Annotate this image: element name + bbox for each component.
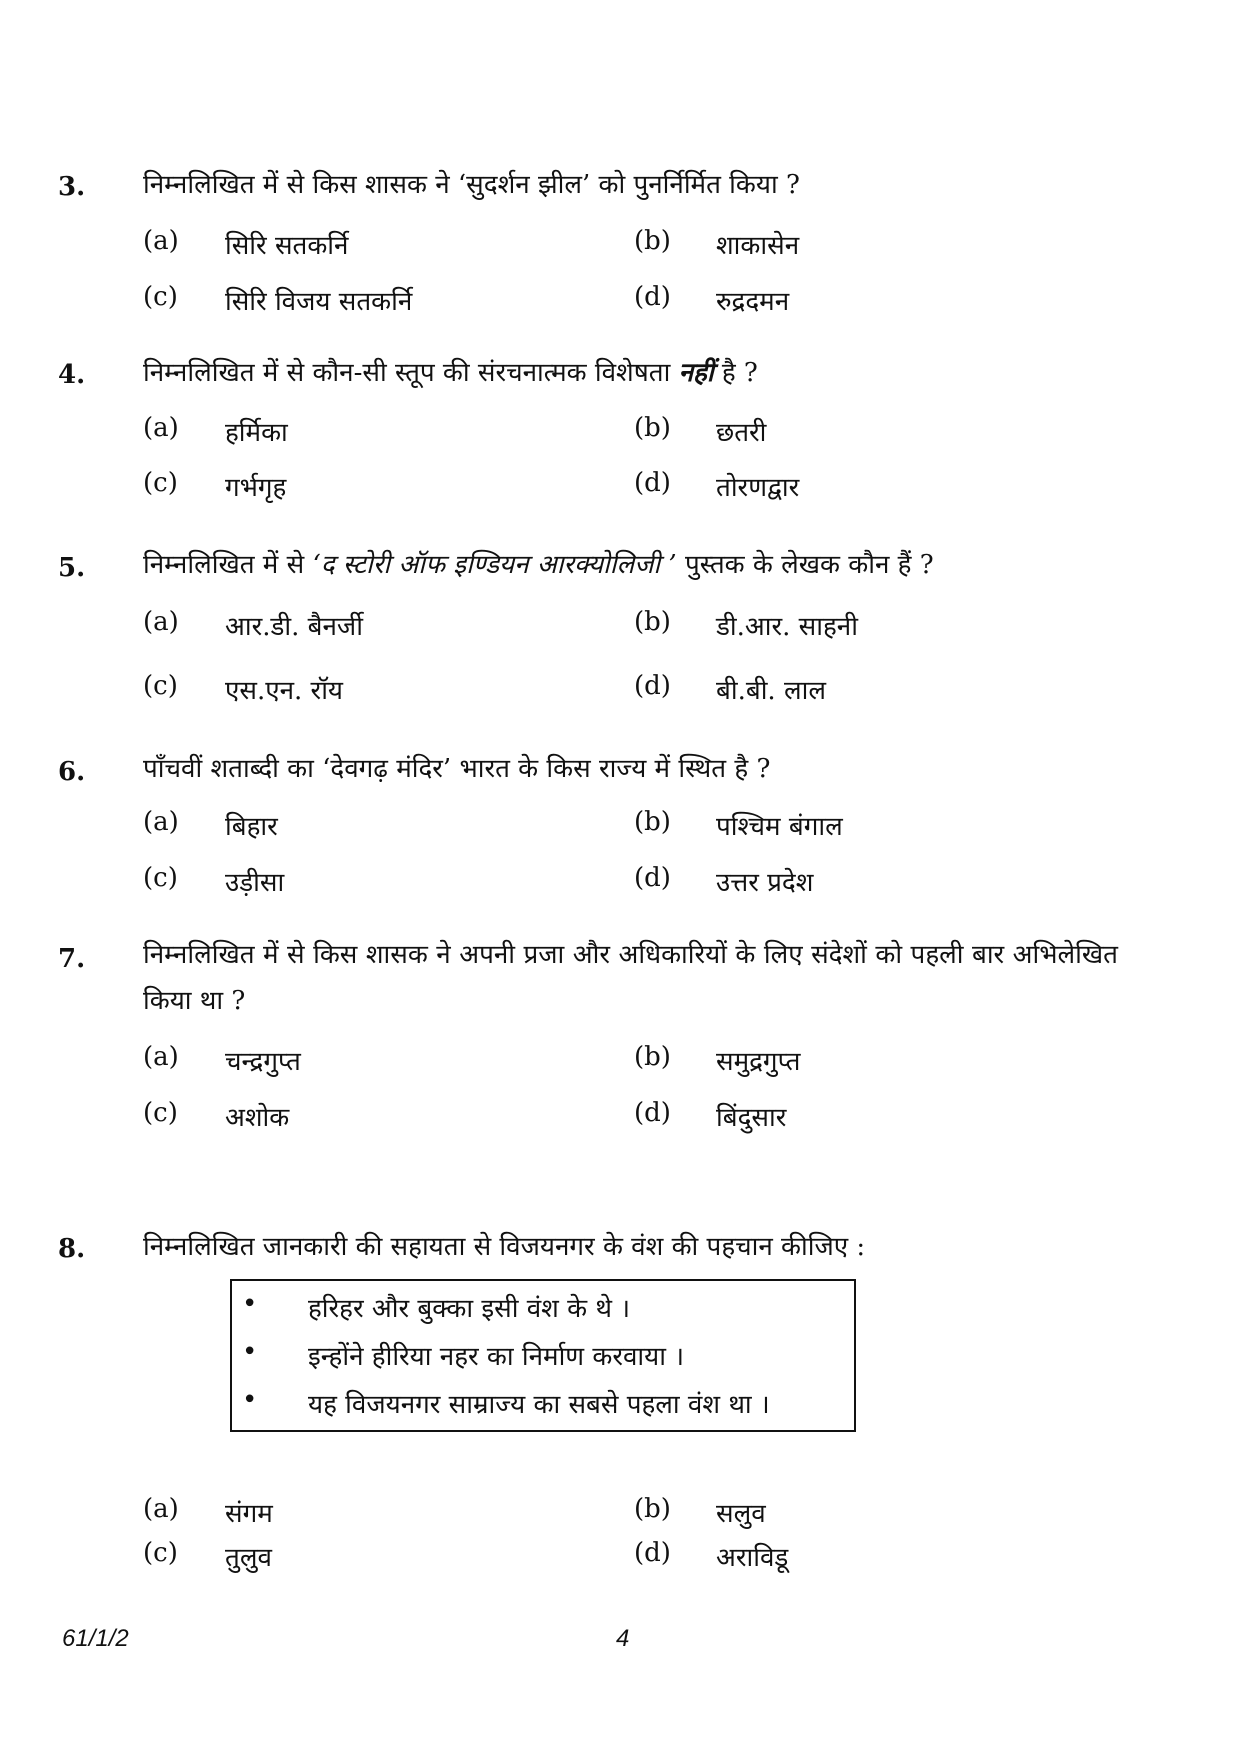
option-text: तुलुव bbox=[225, 1543, 272, 1573]
clue-text: हरिहर और बुक्का इसी वंश के थे । bbox=[308, 1294, 631, 1324]
question-text bbox=[143, 542, 1128, 588]
option-label: (d) bbox=[634, 1538, 671, 1568]
option-label: (b) bbox=[634, 1494, 671, 1524]
option-label: (c) bbox=[143, 282, 178, 312]
option-text: बिहार bbox=[225, 812, 278, 842]
clue-box bbox=[230, 1279, 856, 1432]
question-text-after: है ? bbox=[721, 358, 758, 388]
option-text: चन्द्रगुप्त bbox=[225, 1047, 301, 1077]
clue-text: यह विजयनगर साम्राज्य का सबसे पहला वंश था । bbox=[308, 1390, 770, 1420]
option-label: (a) bbox=[143, 1494, 179, 1524]
question-text-before: निम्नलिखित में से bbox=[143, 550, 305, 580]
option-text: एस.एन. रॉय bbox=[225, 676, 344, 706]
question-number: 3. bbox=[58, 172, 86, 202]
option-text: रुद्रदमन bbox=[716, 287, 790, 317]
clue-text: इन्होंने हीरिया नहर का निर्माण करवाया । bbox=[308, 1342, 685, 1372]
option-label: (d) bbox=[634, 282, 671, 312]
option-text: डी.आर. साहनी bbox=[716, 612, 858, 642]
option-label: (b) bbox=[634, 607, 671, 637]
option-text: उड़ीसा bbox=[225, 868, 285, 898]
option-label: (a) bbox=[143, 607, 179, 637]
option-text: सिरि विजय सतकर्नि bbox=[225, 287, 413, 317]
option-text: आर.डी. बैनर्जी bbox=[225, 612, 363, 642]
question-text: निम्नलिखित जानकारी की सहायता से विजयनगर के वंश की पहचान कीजिए : bbox=[143, 1232, 866, 1262]
bullet-icon: • bbox=[242, 1289, 258, 1319]
option-label: (c) bbox=[143, 468, 178, 498]
clue-item bbox=[232, 1385, 852, 1431]
option-text: संगम bbox=[225, 1499, 273, 1529]
book-title: ‘द स्टोरी ऑफ इण्डियन आरक्योलिजी ’ bbox=[312, 550, 677, 580]
option-text: पश्चिम बंगाल bbox=[716, 812, 843, 842]
question-text: निम्नलिखित में से किस शासक ने अपनी प्रजा और अधिकारियों के लिए संदेशों को पहली बार अभिलेखित किया था ? bbox=[143, 940, 1118, 1016]
clue-item bbox=[232, 1289, 852, 1335]
option-label: (a) bbox=[143, 413, 179, 443]
question-text-before: निम्नलिखित में से कौन-सी स्तूप की संरचनात्मक विशेषता bbox=[143, 358, 671, 388]
option-label: (a) bbox=[143, 807, 179, 837]
option-label: (b) bbox=[634, 807, 671, 837]
question-text: पाँचवीं शताब्दी का ‘देवगढ़ मंदिर’ भारत के किस राज्य में स्थित है ? bbox=[143, 754, 771, 784]
option-label: (d) bbox=[634, 863, 671, 893]
option-label: (d) bbox=[634, 671, 671, 701]
paper-code: 61/1/2 bbox=[62, 1625, 129, 1652]
option-label: (d) bbox=[634, 468, 671, 498]
question-number: 6. bbox=[58, 757, 86, 787]
option-text: सिरि सतकर्नि bbox=[225, 231, 349, 261]
question-number: 5. bbox=[58, 553, 86, 583]
option-text: छतरी bbox=[716, 418, 767, 448]
option-text: अराविडू bbox=[716, 1543, 789, 1573]
question-number: 7. bbox=[58, 944, 86, 974]
clue-item bbox=[232, 1337, 852, 1383]
option-label: (c) bbox=[143, 1098, 178, 1128]
option-label: (c) bbox=[143, 1538, 178, 1568]
question-number: 4. bbox=[58, 360, 86, 390]
option-text: उत्तर प्रदेश bbox=[716, 868, 814, 898]
emphasis-word: नहीं bbox=[678, 358, 714, 388]
option-text: तोरणद्वार bbox=[716, 473, 800, 503]
option-label: (a) bbox=[143, 226, 179, 256]
option-text: सलुव bbox=[716, 1499, 766, 1529]
option-text: बिंदुसार bbox=[716, 1103, 787, 1133]
question-text-after: पुस्तक के लेखक कौन हैं ? bbox=[684, 550, 934, 580]
question-number: 8. bbox=[58, 1234, 86, 1264]
option-label: (b) bbox=[634, 413, 671, 443]
option-label: (c) bbox=[143, 863, 178, 893]
option-text: बी.बी. लाल bbox=[716, 676, 826, 706]
option-label: (b) bbox=[634, 226, 671, 256]
question-text: निम्नलिखित में से किस शासक ने ‘सुदर्शन झील’ को पुनर्निर्मित किया ? bbox=[143, 170, 800, 200]
option-label: (c) bbox=[143, 671, 178, 701]
page-number: 4 bbox=[616, 1625, 630, 1652]
question-text bbox=[143, 350, 1128, 396]
option-label: (b) bbox=[634, 1042, 671, 1072]
option-text: शाकासेन bbox=[716, 231, 800, 261]
option-text: हर्मिका bbox=[225, 418, 288, 448]
option-label: (a) bbox=[143, 1042, 179, 1072]
bullet-icon: • bbox=[242, 1337, 258, 1367]
option-label: (d) bbox=[634, 1098, 671, 1128]
option-text: अशोक bbox=[225, 1103, 290, 1133]
option-text: समुद्रगुप्त bbox=[716, 1047, 801, 1077]
option-text: गर्भगृह bbox=[225, 473, 287, 503]
bullet-icon: • bbox=[242, 1385, 258, 1415]
